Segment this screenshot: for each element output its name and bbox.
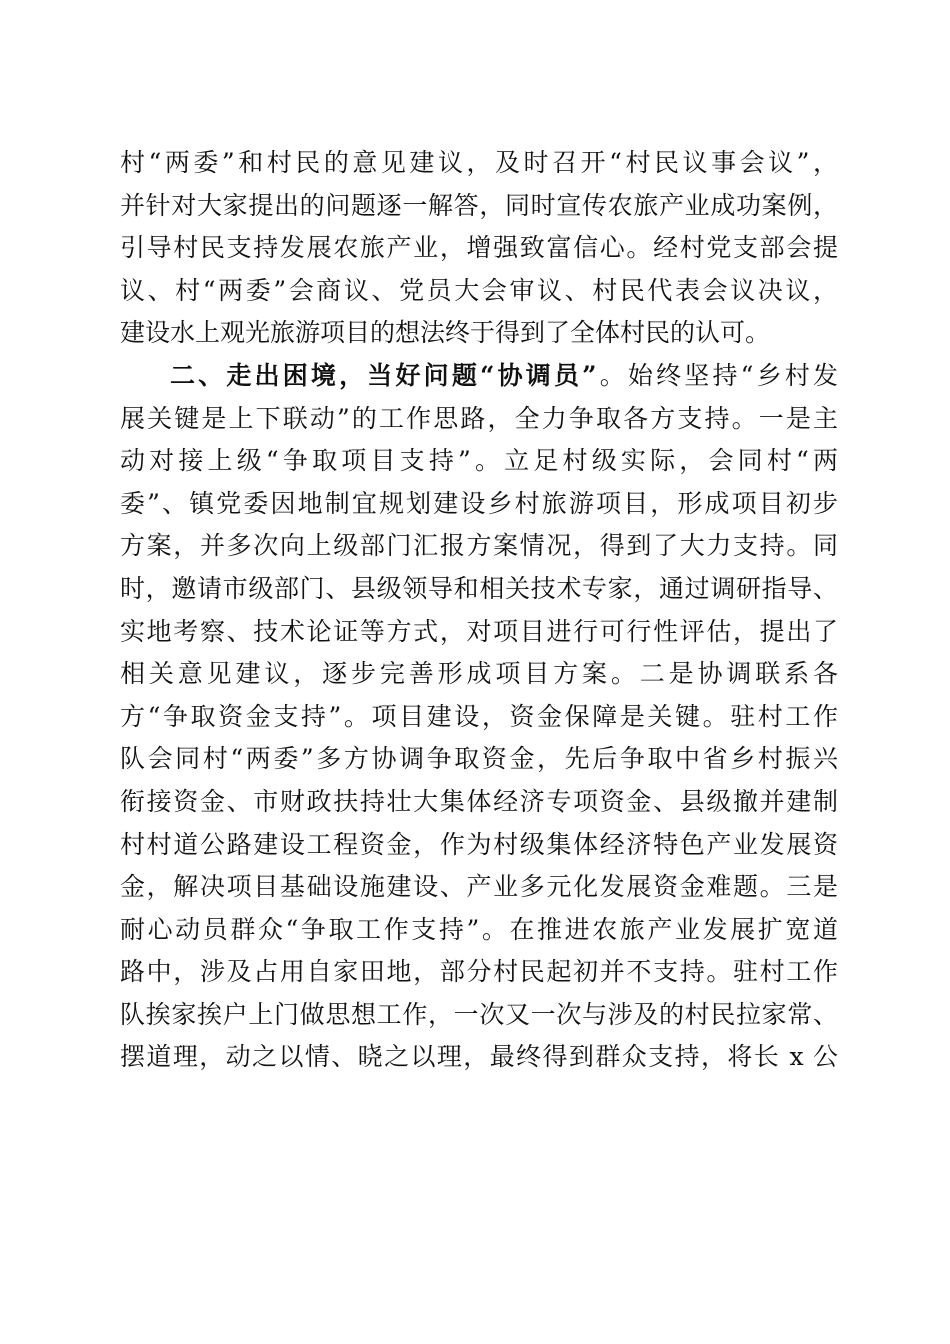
text-line: 队会同村“两委”多方协调争取资金，先后争取中省乡村振兴 — [120, 744, 838, 774]
text-line: 村“两委”和村民的意见建议，及时召开“村民议事会议”， — [120, 148, 838, 177]
body-text — [120, 142, 838, 1079]
text-line-rest: 。始终坚持“乡村发 — [596, 360, 838, 390]
text-line: 委”、镇党委因地制宜规划建设乡村旅游项目，形成项目初步 — [120, 488, 838, 518]
paragraph-2 — [120, 355, 838, 1079]
text-line: 耐心动员群众“争取工作支持”。在推进农旅产业发展扩宽道 — [120, 914, 838, 944]
text-line: 村村道公路建设工程资金，作为村级集体经济特色产业发展资 — [120, 829, 838, 859]
text-line: 建设水上观光旅游项目的想法终于得到了全体村民的认可。 — [120, 318, 771, 348]
text-line: 相关意见建议，逐步完善形成项目方案。二是协调联系各 — [120, 659, 838, 689]
text-line: 议、村“两委”会商议、党员大会审议、村民代表会议决议， — [120, 275, 838, 305]
text-line: 金，解决项目基础设施建设、产业多元化发展资金难题。三是 — [120, 872, 838, 902]
text-line: 时，邀请市级部门、县级领导和相关技术专家，通过调研指导、 — [120, 573, 838, 603]
text-line: 方案，并多次向上级部门汇报方案情况，得到了大力支持。同 — [120, 531, 838, 561]
text-line: 摆道理，动之以情、晓之以理，最终得到群众支持，将长 x 公 — [120, 1042, 838, 1072]
section-heading: 二、走出困境，当好问题“协调员” — [170, 360, 597, 390]
text-line: 路中，涉及占用自家田地，部分村民起初并不支持。驻村工作 — [120, 957, 838, 987]
text-line: 展关键是上下联动”的工作思路，全力争取各方支持。一是主 — [120, 403, 838, 433]
paragraph-1 — [120, 142, 838, 355]
text-line: 引导村民支持发展农旅产业，增强致富信心。经村党支部会提 — [120, 233, 838, 263]
text-line: 衔接资金、市财政扶持壮大集体经济专项资金、县级撤并建制 — [120, 786, 838, 816]
text-line: 实地考察、技术论证等方式，对项目进行可行性评估，提出了 — [120, 616, 838, 646]
text-line: 队挨家挨户上门做思想工作，一次又一次与涉及的村民拉家常、 — [120, 999, 838, 1029]
text-line: 并针对大家提出的问题逐一解答，同时宣传农旅产业成功案例， — [120, 190, 838, 220]
text-line-with-heading — [120, 355, 838, 398]
text-line: 动对接上级“争取项目支持”。立足村级实际，会同村“两 — [120, 446, 838, 476]
text-line: 方“争取资金支持”。项目建设，资金保障是关键。驻村工作 — [120, 701, 838, 731]
